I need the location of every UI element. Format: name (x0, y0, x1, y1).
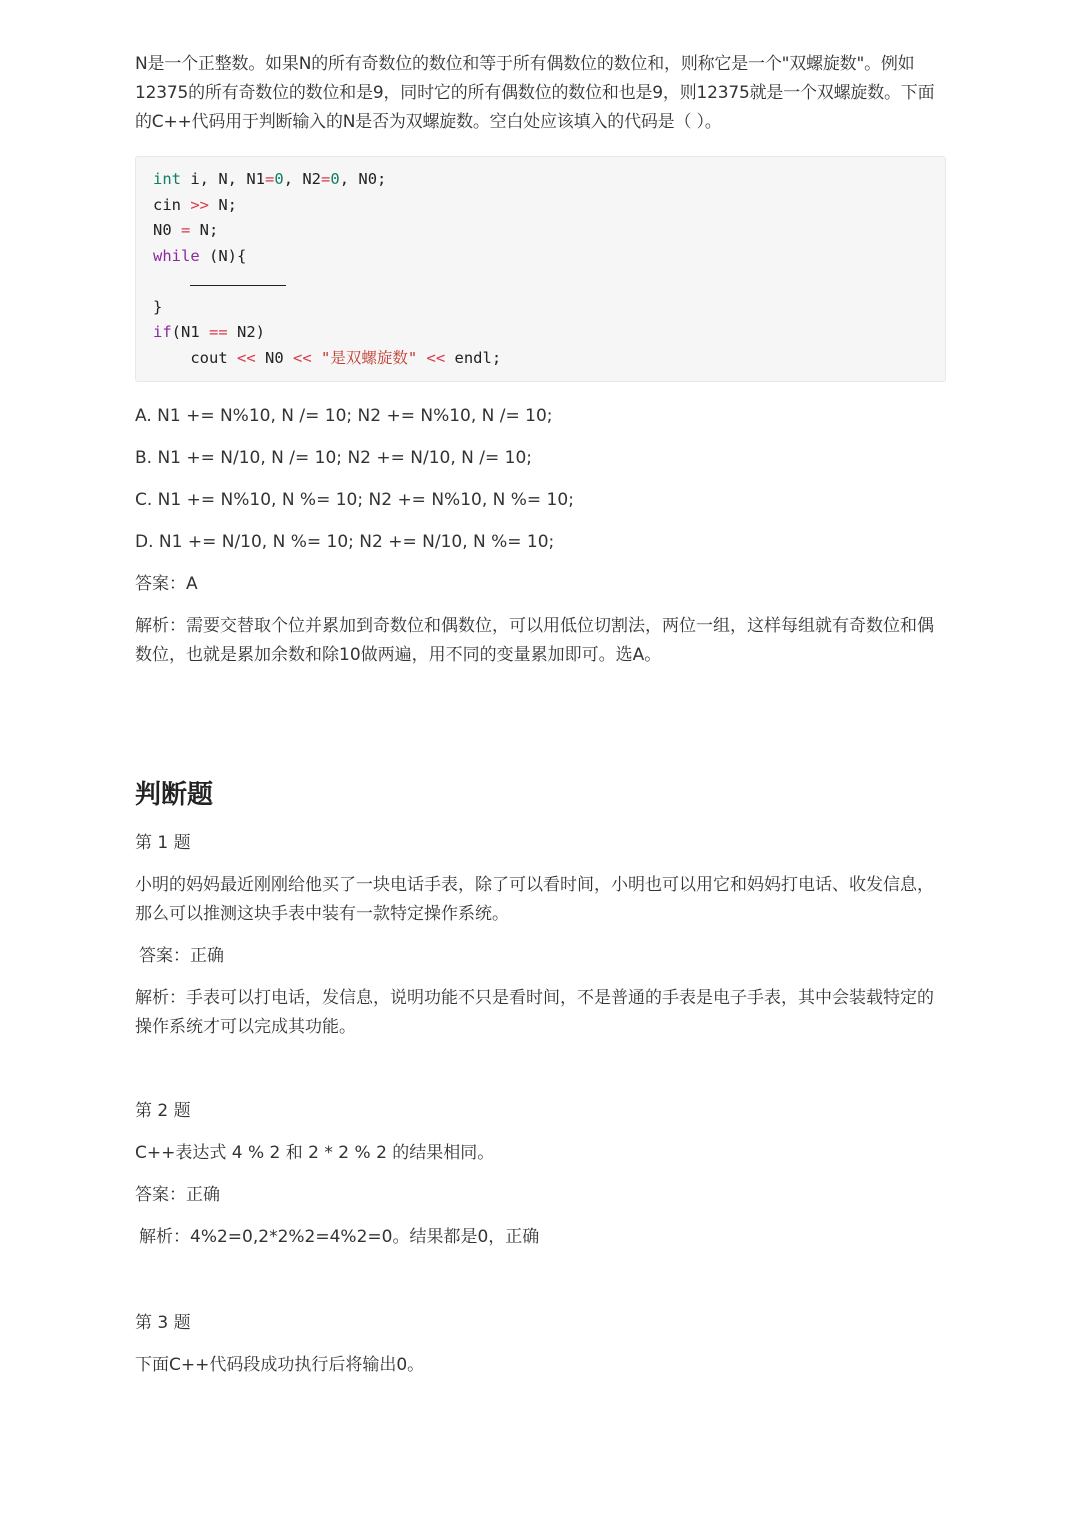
tf-question-2 (135, 1097, 946, 1252)
tf-question-number: 第 2 题 (135, 1101, 191, 1121)
tf-question-answer: 答案：正确 (139, 946, 224, 966)
question-answer: 答案：A (135, 574, 198, 594)
option-c: C. N1 += N%10, N %= 10; N2 += N%10, N %= 10; (135, 490, 574, 510)
tf-question-stem: 下面C++代码段成功执行后将输出0。 (135, 1355, 425, 1375)
document-page (135, 50, 946, 670)
tf-question-number: 第 1 题 (135, 833, 191, 853)
tf-question-analysis: 解析：4%2=0,2*2%2=4%2=0。结果都是0，正确 (139, 1227, 540, 1247)
question-stem: N是一个正整数。如果N的所有奇数位的数位和等于所有偶数位的数位和，则称它是一个"双螺旋数"。例如12375的所有奇数位的数位和是9，同时它的所有偶数位的数位和也是9，则12375就是一个双螺旋数。下面的C++代码用于判断输入的N是否为双螺旋数。空白处应该填入的代码是（ ）。 (135, 54, 935, 132)
option-b: B. N1 += N/10, N /= 10; N2 += N/10, N /= 10; (135, 448, 533, 468)
tf-question-analysis: 解析：手表可以打电话，发信息，说明功能不只是看时间，不是普通的手表是电子手表，其中会装载特定的操作系统才可以完成其功能。 (135, 988, 934, 1037)
code-block: int i, N, N1=0, N2=0, N0; cin >> N; N0 = N; while (N){ } if(N1 == N2) cout << N0 << "是双螺旋数" << endl; (135, 156, 946, 382)
section-title: 判断题 (135, 780, 214, 810)
tf-question-answer: 答案：正确 (135, 1185, 220, 1205)
option-d: D. N1 += N/10, N %= 10; N2 += N/10, N %= 10; (135, 532, 555, 552)
code-blank-line (190, 271, 286, 286)
question-analysis: 解析：需要交替取个位并累加到奇数位和偶数位，可以用低位切割法，两位一组，这样每组就有奇数位和偶数位，也就是累加余数和除10做两遍，用不同的变量累加即可。选A。 (135, 616, 934, 665)
tf-question-1 (135, 829, 946, 1042)
tf-question-number: 第 3 题 (135, 1313, 191, 1333)
option-a: A. N1 += N%10, N /= 10; N2 += N%10, N /= 10; (135, 406, 553, 426)
tf-question-stem: C++表达式 4 % 2 和 2 * 2 % 2 的结果相同。 (135, 1143, 495, 1163)
tf-question-stem: 小明的妈妈最近刚刚给他买了一块电话手表，除了可以看时间，小明也可以用它和妈妈打电话、收发信息，那么可以推测这块手表中装有一款特定操作系统。 (135, 875, 934, 924)
tf-question-3 (135, 1309, 946, 1380)
